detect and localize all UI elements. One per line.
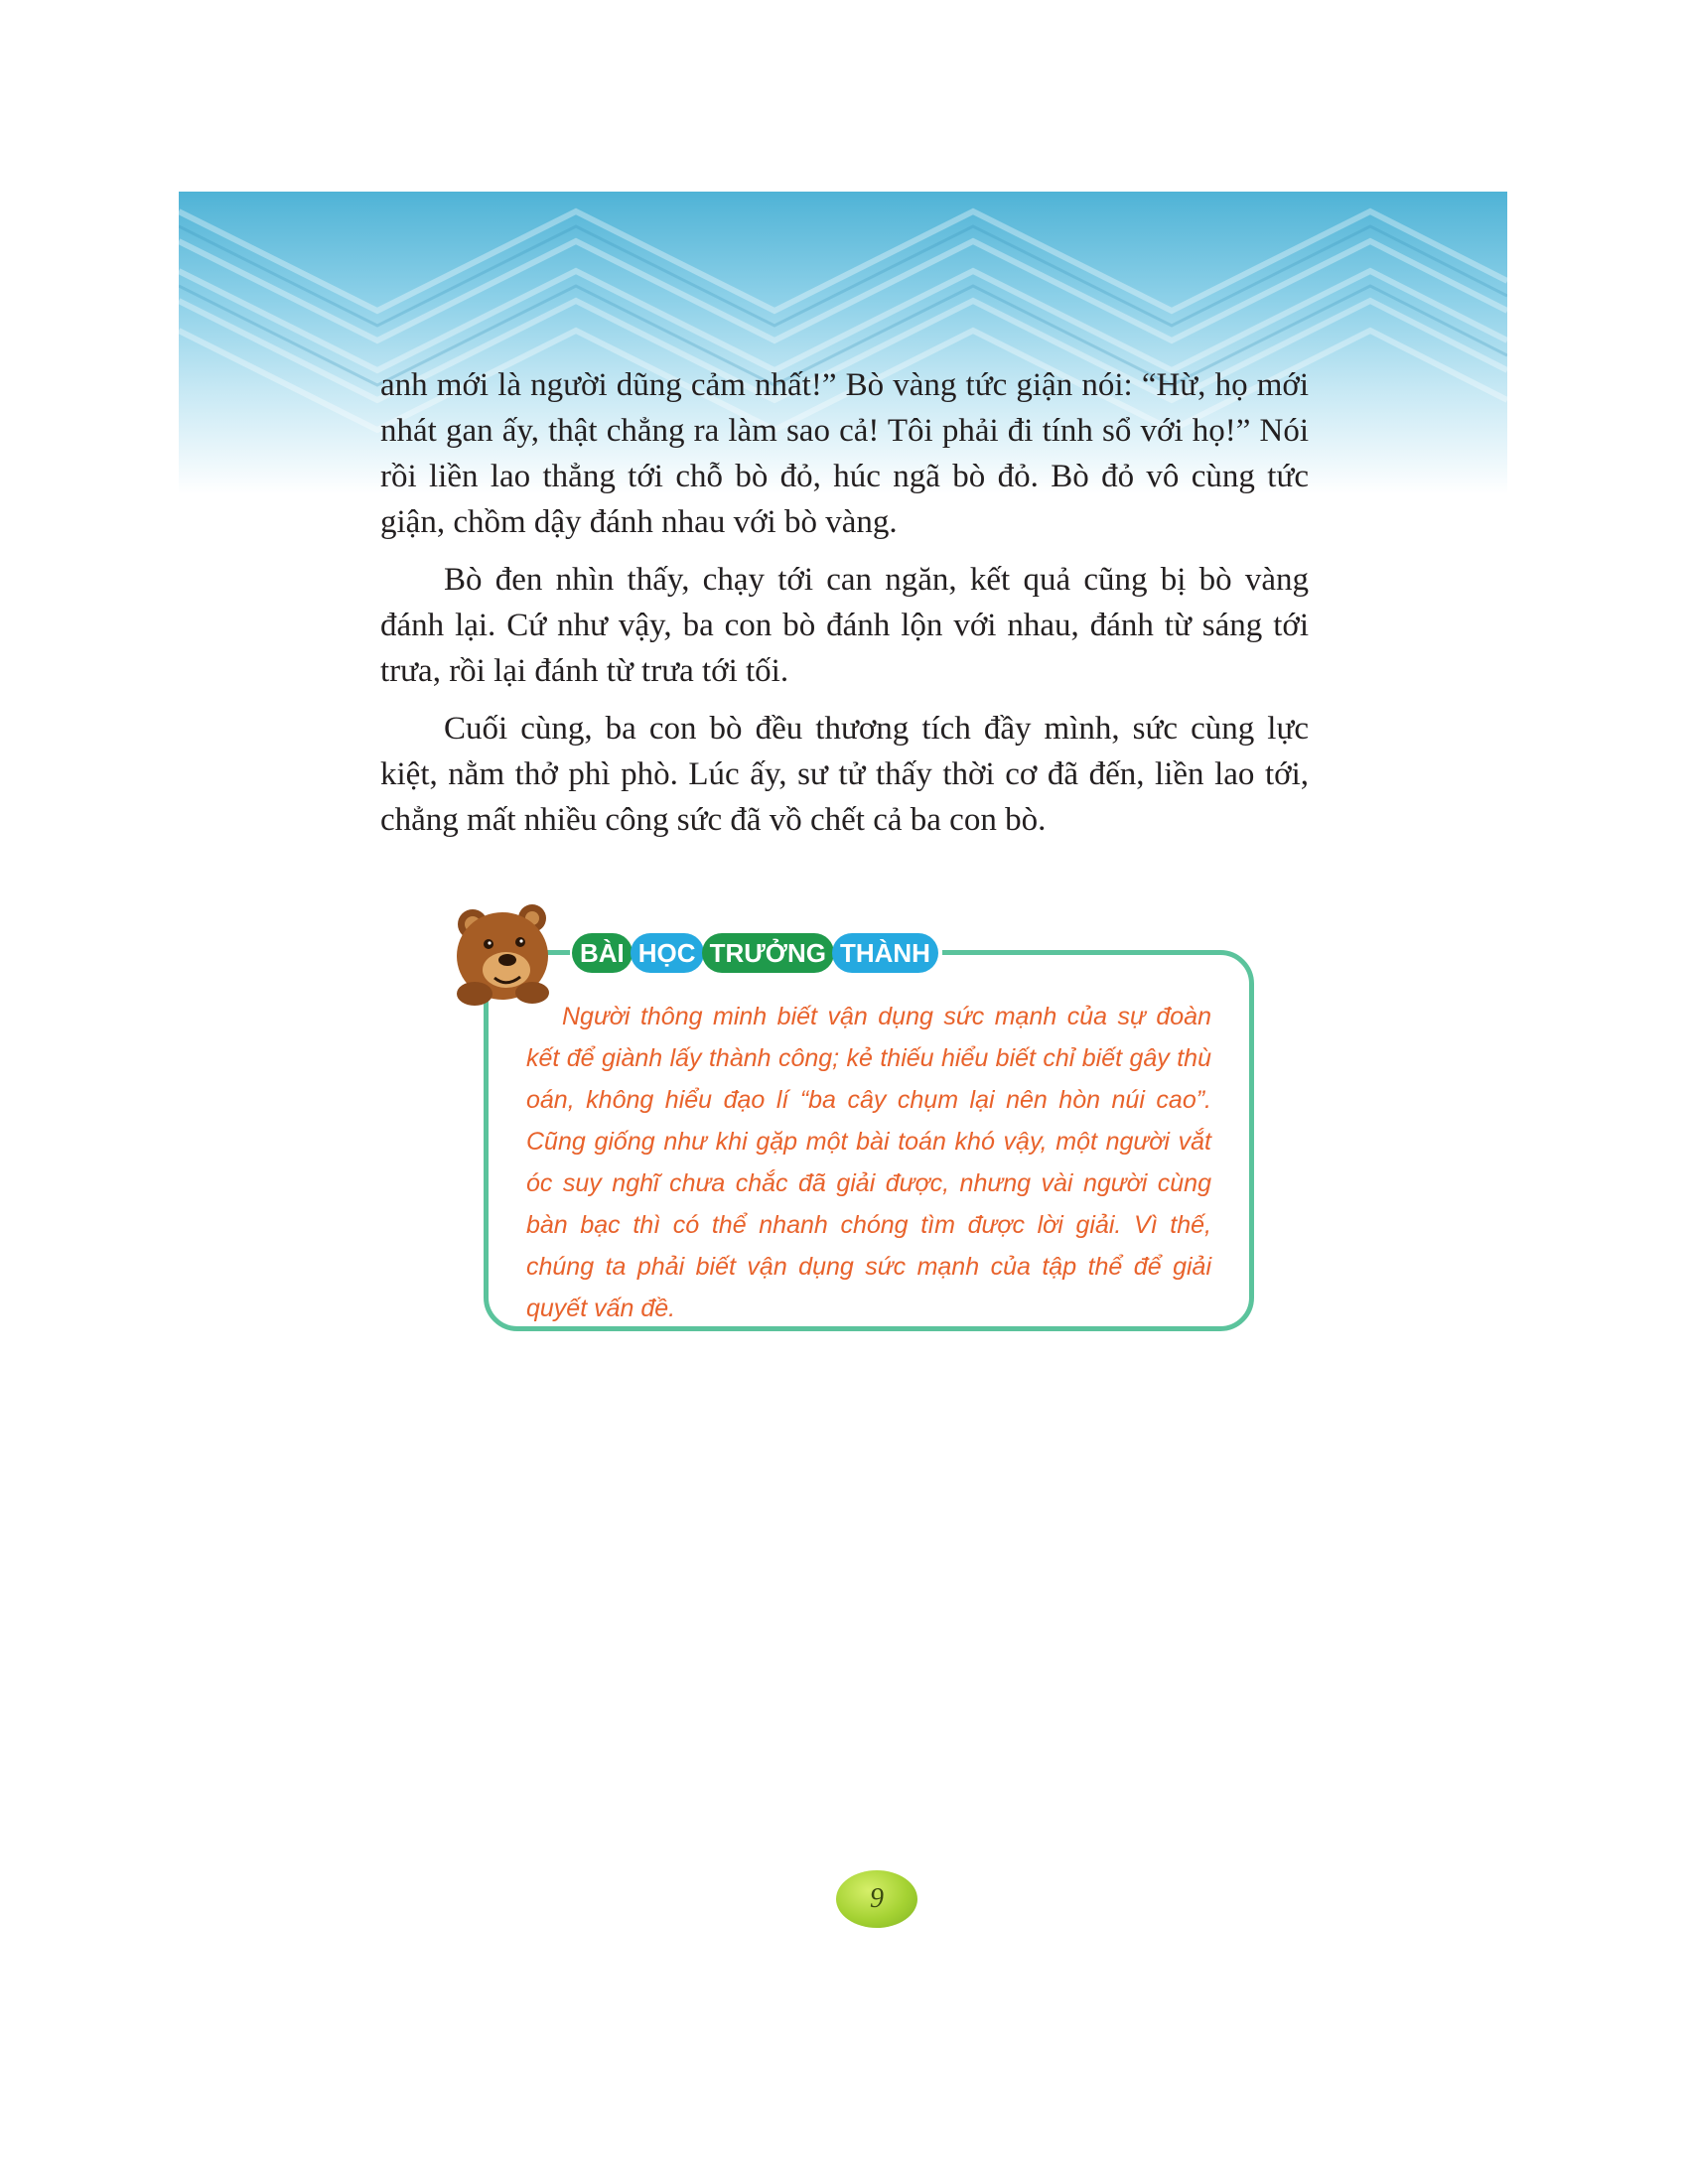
story-paragraph-2: Bò đen nhìn thấy, chạy tới can ngăn, kết quả cũng bị bò vàng đánh lại. Cứ như vậy, ba con bò đánh lộn với nhau, đánh từ sáng tới trưa, rồi lại đánh từ trưa tới tối. [380,562,1309,689]
lesson-title-word-4: THÀNH [832,933,938,973]
lesson-title-word-3: TRƯỞNG [702,933,834,973]
page-number: 9 [870,1883,884,1914]
story-paragraph-1: anh mới là người dũng cảm nhất!” Bò vàng tức giận nói: “Hừ, họ mới nhát gan ấy, thật chẳng ra làm sao cả! Tôi phải đi tính sổ với họ!” Nói rồi liền lao thẳng tới chỗ bò đỏ, húc ngã bò đỏ. Bò đỏ vô cùng tức giận, chồm dậy đánh nhau với bò vàng. [380,367,1309,540]
page-number-badge [836,1870,917,1928]
lesson-title-word-2: HỌC [631,933,704,973]
story-body [380,362,1309,855]
bear-icon [445,898,566,1010]
lesson-title-word-1: BÀI [572,933,633,973]
lesson-text: Người thông minh biết vận dụng sức mạnh của sự đoàn kết để giành lấy thành công; kẻ thiếu hiểu biết chỉ biết gây thù oán, không hiểu đạo lí “ba cây chụm lại nên hòn núi cao”. Cũng giống như khi gặp một bài toán khó vậy, một người vắt óc suy nghĩ chưa chắc đã giải được, nhưng vài người cùng bàn bạc thì có thể nhanh chóng tìm được lời giải. Vì thế, chúng ta phải biết vận dụng sức mạnh của tập thể để giải quyết vấn đề. [526,1003,1211,1322]
story-paragraph-3: Cuối cùng, ba con bò đều thương tích đầy mình, sức cùng lực kiệt, nằm thở phì phò. Lúc ấy, sư tử thấy thời cơ đã đến, liền lao tới, chẳng mất nhiều công sức đã vồ chết cả ba con bò. [380,711,1309,838]
lesson-title [570,931,942,975]
